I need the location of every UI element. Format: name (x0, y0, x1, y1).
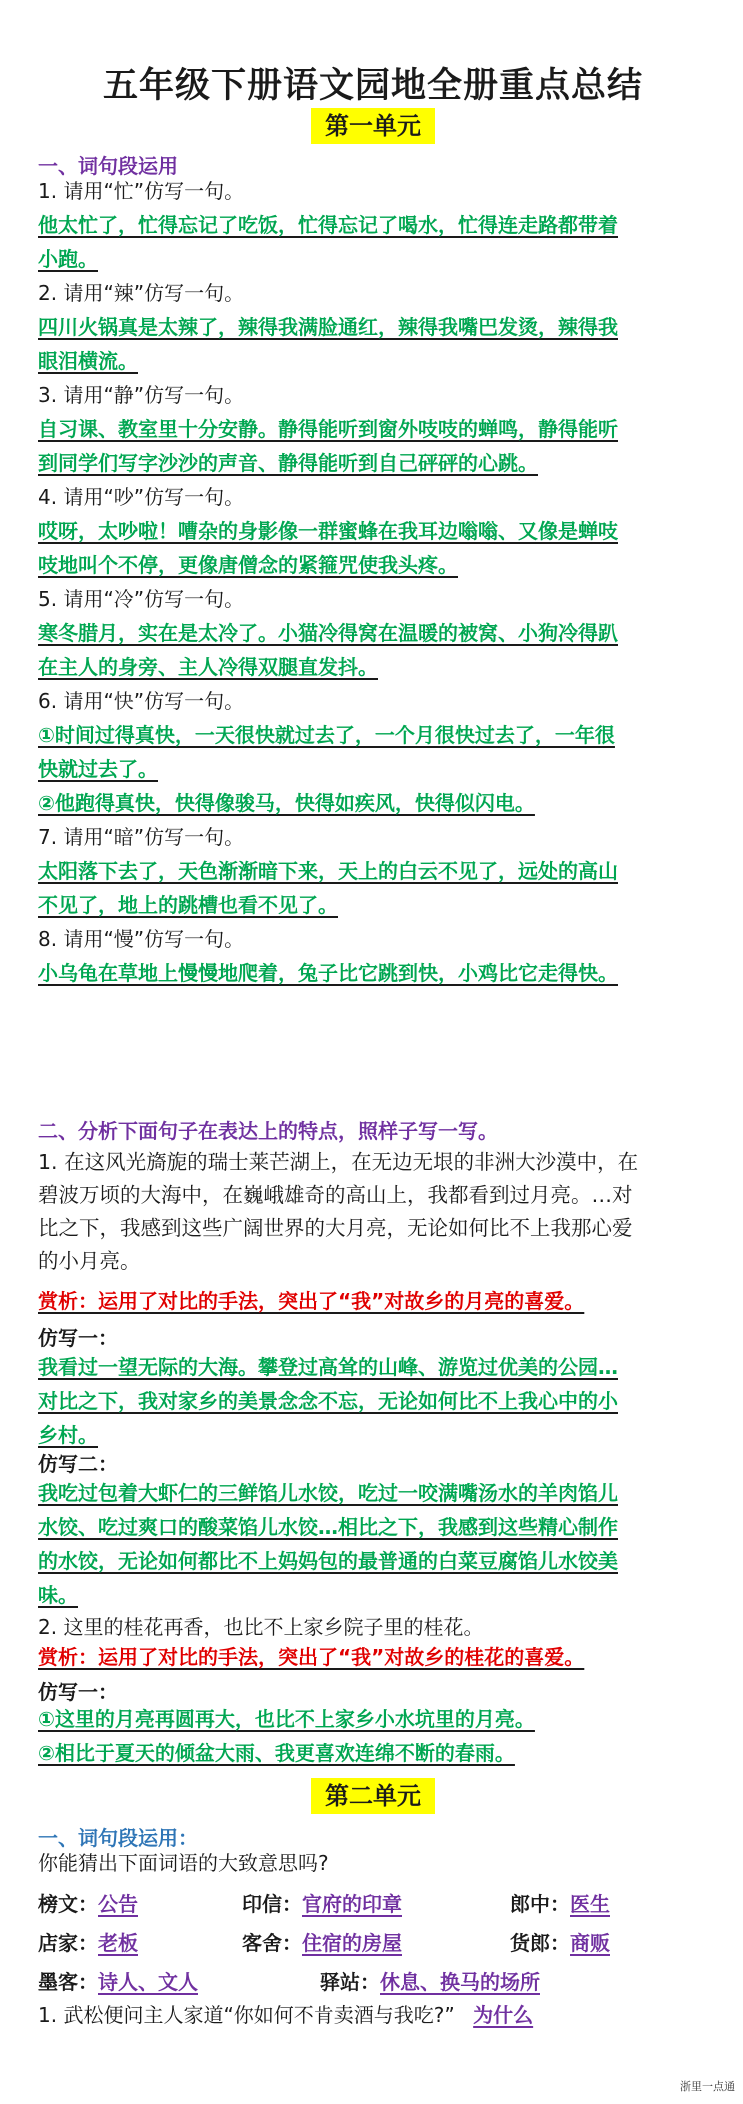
question-1: 1. 请用“忙”仿写一句。 (38, 179, 245, 203)
question-8: 8. 请用“慢”仿写一句。 (38, 927, 245, 951)
answer-7: 太阳落下去了，天色渐渐暗下来，天上的白云不见了，远处的高山 不见了，地上的跳槽也看不见了。 (38, 859, 618, 917)
vocab-item: 榜文：公告 (38, 1892, 138, 1916)
example-sentence-2: 2. 这里的桂花再香，也比不上家乡院子里的桂花。 (38, 1615, 484, 1639)
answer-5: 寒冬腊月，实在是太冷了。小猫冷得窝在温暖的被窝、小狗冷得趴 在主人的身旁、主人冷得双腿直发抖。 (38, 621, 618, 679)
vocab-item: 客舍：住宿的房屋 (242, 1931, 402, 1955)
imitation-label-3: 仿写一： (38, 1680, 118, 1704)
example-sentence-1: 1. 在这风光旖旎的瑞士莱芒湖上，在无边无垠的非洲大沙漠中，在 碧波万顷的大海中，在巍峨雄奇的高山上，我都看到过月亮。…对 比之下，我感到这些广阔世界的大月亮，无论如何比不上我那心爱 的小月亮。 (38, 1150, 639, 1273)
page-title: 五年级下册语文园地全册重点总结 (102, 66, 643, 106)
question-1-answer: 为什么 (473, 2003, 534, 2027)
question-7: 7. 请用“暗”仿写一句。 (38, 825, 245, 849)
vocab-item: 店家：老板 (38, 1931, 138, 1955)
vocab-intro: 你能猜出下面词语的大致意思吗? (38, 1851, 329, 1875)
vocab-item: 印信：官府的印章 (242, 1892, 402, 1916)
answer-4: 哎呀，太吵啦！嘈杂的身影像一群蜜蜂在我耳边嗡嗡、又像是蝉吱 吱地叫个不停，更像唐僧念的紧箍咒使我头疼。 (38, 519, 618, 577)
answer-1: 他太忙了，忙得忘记了吃饭，忙得忘记了喝水，忙得连走路都带着 小跑。 (38, 213, 618, 271)
vocab-item: 货郎：商贩 (510, 1931, 610, 1955)
question-4: 4. 请用“吵”仿写一句。 (38, 485, 245, 509)
imitation-2: 我吃过包着大虾仁的三鲜馅儿水饺，吃过一咬满嘴汤水的羊肉馅儿 水饺、吃过爽口的酸菜馅儿水饺…相比之下，我感到这些精心制作 的水饺，无论如何都比不上妈妈包的最普通的白菜豆腐馅儿水饺美 味。 (38, 1481, 618, 1607)
analysis-2: 赏析：运用了对比的手法，突出了“我”对故乡的桂花的喜爱。 (38, 1645, 585, 1669)
section-heading-1: 一、词句段运用 (38, 154, 178, 178)
question-6: 6. 请用“快”仿写一句。 (38, 689, 245, 713)
vocab-item: 郎中：医生 (510, 1892, 610, 1916)
answer-3: 自习课、教室里十分安静。静得能听到窗外吱吱的蝉鸣，静得能听 到同学们写字沙沙的声音、静得能听到自己砰砰的心跳。 (38, 417, 618, 475)
unit-1-tag: 第一单元 (311, 108, 435, 144)
unit-2-section-heading: 一、词句段运用： (38, 1826, 198, 1850)
imitation-1: 我看过一望无际的大海。攀登过高耸的山峰、游览过优美的公园… 对比之下，我对家乡的美景念念不忘，无论如何比不上我心中的小 乡村。 (38, 1355, 618, 1447)
answer-8: 小乌龟在草地上慢慢地爬着，兔子比它跳到快，小鸡比它走得快。 (38, 961, 618, 985)
vocab-item: 驿站：休息、换马的场所 (320, 1970, 540, 1994)
analysis-1: 赏析：运用了对比的手法，突出了“我”对故乡的月亮的喜爱。 (38, 1289, 585, 1313)
footer-watermark: 浙里一点通 (680, 2080, 735, 2093)
unit-2-tag: 第二单元 (311, 1778, 435, 1814)
question-3: 3. 请用“静”仿写一句。 (38, 383, 245, 407)
unit-2-question-1: 1. 武松便问主人家道“你如何不肯卖酒与我吃?” 为什么 (38, 2003, 534, 2027)
question-5: 5. 请用“冷”仿写一句。 (38, 587, 245, 611)
imitation-label-1: 仿写一： (38, 1326, 118, 1350)
imitation-label-2: 仿写二： (38, 1452, 118, 1476)
question-2: 2. 请用“辣”仿写一句。 (38, 281, 245, 305)
imitation-3: ①这里的月亮再圆再大，也比不上家乡小水坑里的月亮。 ②相比于夏天的倾盆大雨、我更喜欢连绵不断的春雨。 (38, 1707, 535, 1765)
answer-2: 四川火锅真是太辣了，辣得我满脸通红，辣得我嘴巴发烫，辣得我 眼泪横流。 (38, 315, 618, 373)
answer-6: ①时间过得真快，一天很快就过去了，一个月很快过去了，一年很 快就过去了。 ②他跑得真快，快得像骏马，快得如疾风，快得似闪电。 (38, 723, 615, 815)
vocab-item: 墨客：诗人、文人 (38, 1970, 198, 1994)
section-heading-2: 二、分析下面句子在表达上的特点，照样子写一写。 (38, 1119, 498, 1143)
